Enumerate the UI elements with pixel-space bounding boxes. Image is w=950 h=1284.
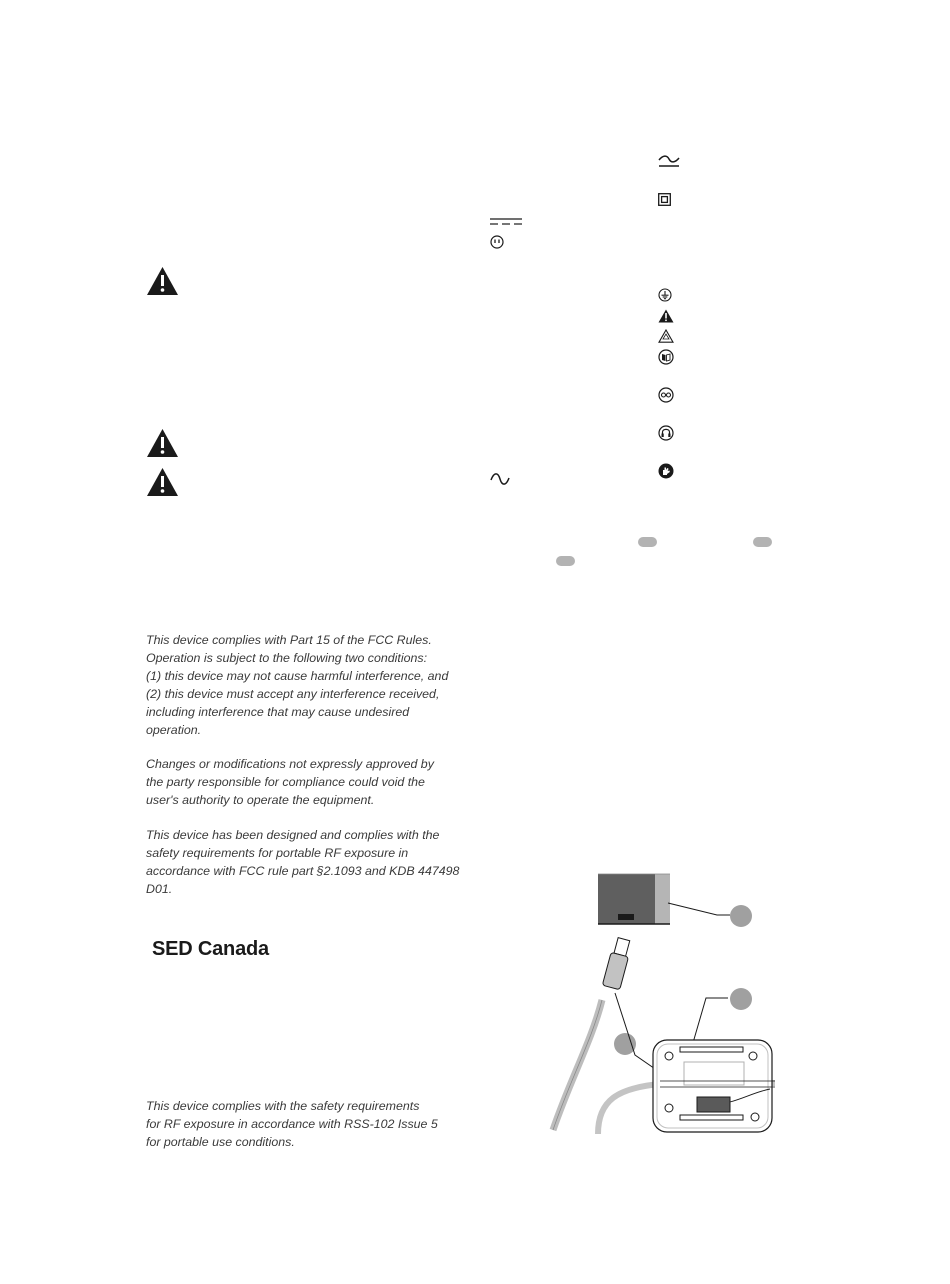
hand-protection-icon (658, 463, 674, 479)
warning-filled-icon (658, 309, 674, 323)
marker-pill (556, 556, 575, 566)
warning-outline-icon (658, 329, 674, 343)
ac-icon (490, 472, 510, 486)
fcc-modifications-paragraph: Changes or modifications not expressly approved by the party responsible for compliance could void the user's authority to operate the equipment. (146, 757, 434, 807)
charger-installation-illustration (540, 866, 790, 1138)
ised-rf-exposure-paragraph: This device complies with the safety requirements for RF exposure in accordance with RSS-102 Issue 5 for portable use conditions. (146, 1099, 438, 1149)
warning-icon (146, 428, 179, 458)
marker-pill (638, 537, 657, 547)
dc-icon (490, 217, 523, 227)
warning-icon (146, 266, 179, 296)
ground-icon (658, 288, 672, 302)
double-insulation-icon (658, 193, 671, 206)
ear-protection-icon (658, 425, 674, 441)
warning-icon (146, 467, 179, 497)
ised-canada-heading: SED Canada (152, 938, 269, 960)
read-manual-icon (658, 349, 674, 365)
socket-icon (490, 235, 504, 249)
marker-pill (753, 537, 772, 547)
fcc-compliance-paragraph: This device complies with Part 15 of the FCC Rules. Operation is subject to the following two conditions: (1) this device may not cause harmful interference, and (2) this device must accept any interference received, including interference that may cause undesired operation. (146, 633, 449, 737)
fcc-rf-exposure-paragraph: This device has been designed and complies with the safety requirements for portable RF exposure in accordance with FCC rule part §2.1093 and KDB 447498 D01. (146, 828, 460, 896)
ac-dc-icon (658, 155, 680, 169)
eye-protection-icon (658, 387, 674, 403)
